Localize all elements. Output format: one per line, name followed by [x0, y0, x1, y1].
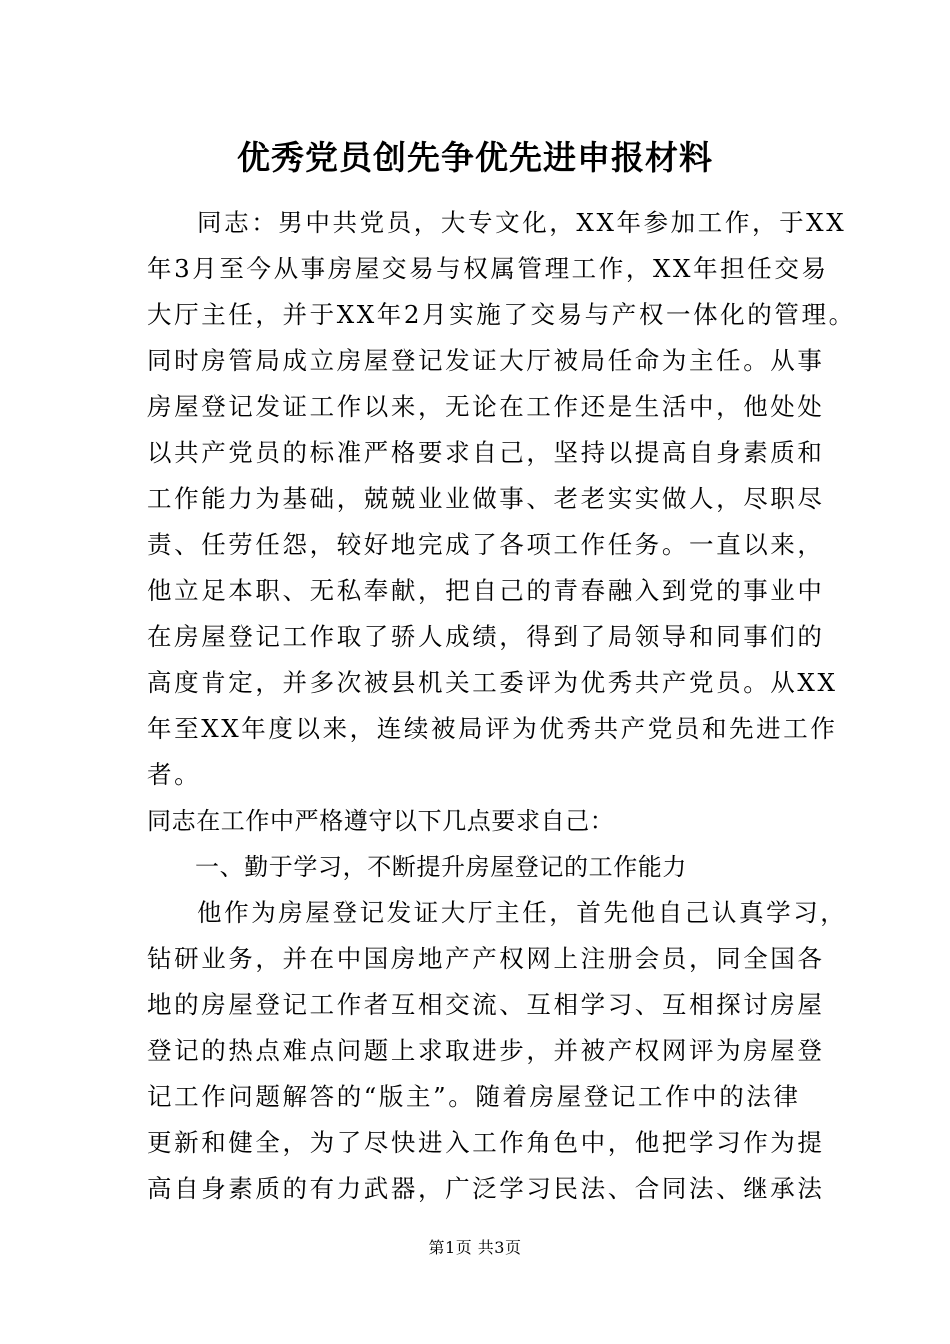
paragraph-line: 在房屋登记工作取了骄人成绩，得到了局领导和同事们的	[147, 622, 825, 651]
paragraph-line: 高自身素质的有力武器，广泛学习民法、合同法、继承法	[147, 1174, 825, 1203]
paragraph-line: 更新和健全，为了尽快进入工作角色中，他把学习作为提	[147, 1128, 825, 1157]
section-intro: 同志在工作中严格遵守以下几点要求自己：	[147, 807, 615, 835]
section-heading: 一、勤于学习，不断提升房屋登记的工作能力	[195, 853, 687, 881]
paragraph-line: 责、任劳任怨，较好地完成了各项工作任务。一直以来，	[147, 530, 825, 559]
paragraph-line: 年3月至今从事房屋交易与权属管理工作，XX年担任交易	[147, 254, 829, 283]
paragraph-line: 工作能力为基础，兢兢业业做事、老老实实做人，尽职尽	[147, 484, 825, 513]
document-title: 优秀党员创先争优先进申报材料	[237, 138, 713, 177]
paragraph-line: 同志：男中共党员，大专文化，XX年参加工作，于XX	[197, 208, 847, 237]
document-body	[147, 200, 856, 1212]
paragraph-line: 登记的热点难点问题上求取进步，并被产权网评为房屋登	[147, 1036, 825, 1065]
paragraph-line: 以共产党员的标准严格要求自己，坚持以提高自身素质和	[147, 438, 825, 467]
paragraph-line: 他作为房屋登记发证大厅主任，首先他自己认真学习，	[197, 898, 848, 927]
page-number-footer: 第1页 共3页	[428, 1238, 522, 1257]
paragraph-line: 记工作问题解答的“版主”。随着房屋登记工作中的法律	[147, 1082, 801, 1111]
paragraph-line: 钻研业务，并在中国房地产产权网上注册会员，同全国各	[147, 944, 825, 973]
paragraph-line: 大厅主任，并于XX年2月实施了交易与产权一体化的管理。	[147, 300, 856, 329]
paragraph-line: 同时房管局成立房屋登记发证大厅被局任命为主任。从事	[147, 346, 825, 375]
paragraph-line: 地的房屋登记工作者互相交流、互相学习、互相探讨房屋	[147, 990, 825, 1019]
paragraph-line: 高度肯定，并多次被县机关工委评为优秀共产党员。从XX	[147, 668, 838, 697]
paragraph-line: 他立足本职、无私奉献，把自己的青春融入到党的事业中	[147, 576, 825, 605]
paragraph-line: 房屋登记发证工作以来，无论在工作还是生活中，他处处	[147, 392, 825, 421]
paragraph-line: 年至XX年度以来，连续被局评为优秀共产党员和先进工作	[147, 714, 838, 743]
paragraph-line: 者。	[147, 760, 202, 789]
